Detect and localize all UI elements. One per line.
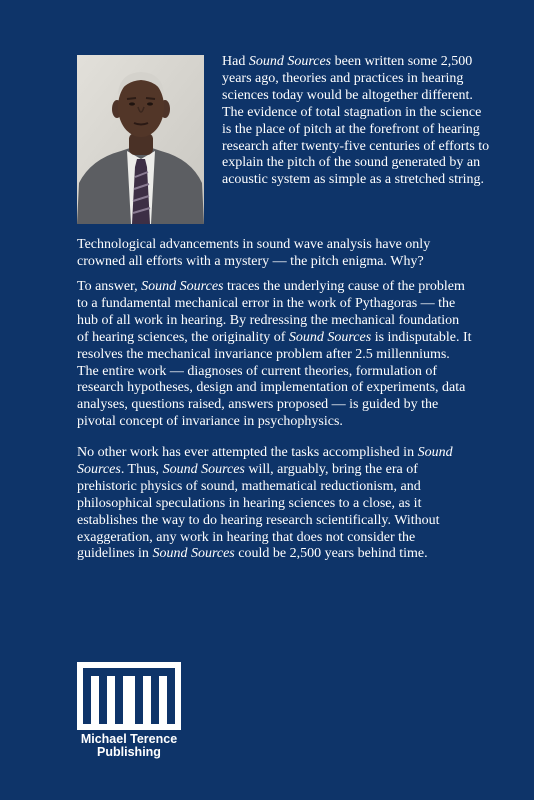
author-photo — [77, 55, 204, 224]
publisher-logo-mark-icon — [77, 662, 181, 730]
publisher-name — [77, 733, 181, 759]
book-title-italic: Sound Sources — [77, 445, 453, 477]
text-run: To answer, — [77, 279, 142, 294]
text-run: Had — [222, 54, 249, 69]
publisher-logo — [77, 662, 181, 759]
text-run: No other work has ever attempted the tasks accomplished in — [77, 445, 418, 460]
text-run: Technological advancements in sound wave analysis have only crowned all efforts with a mystery — the pitch enigma. Why? — [77, 237, 431, 269]
intro-paragraph — [222, 54, 490, 189]
publisher-name-line-1: Michael Terence — [80, 732, 178, 746]
text-run: could be 2,500 years behind time. — [234, 546, 428, 562]
book-title-italic: Sound Sources — [248, 54, 332, 69]
text-run: is indisputable. It resolves the mechanical invariance problem after 2.5 millenniums. The entire work — diagnoses of current theories, formulation of research hypotheses, design and implementation of experiments, data analyses, questions raised, answers proposed — is guided by the pivotal concept of invariance in psychophysics. — [77, 329, 472, 430]
author-portrait-image — [77, 55, 204, 224]
book-title-italic: Sound Sources — [162, 461, 245, 477]
book-title-italic: Sound Sources — [141, 279, 224, 294]
publisher-name-line-2: Publishing — [97, 745, 161, 759]
body-paragraph-3 — [77, 279, 472, 431]
text-run: traces the underlying cause of the problem to a fundamental mechanical error in the work of Pythagoras — the hub of all work in hearing. By redressing the mechanical foundation of hearing sciences, the originality of — [77, 279, 465, 345]
body-paragraph-2 — [77, 237, 472, 271]
text-run: will, arguably, bring the era of prehistoric physics of sound, mathematical reductionism, and philosophical speculations in hearing sciences to a close, as it establishes the way to do hearing research scientifically. Without exaggeration, any work in hearing that does not consider the guidelines in — [77, 461, 440, 562]
book-title-italic: Sound Sources — [288, 329, 372, 345]
text-run: . Thus, — [120, 461, 163, 477]
text-run: been written some 2,500 years ago, theories and practices in hearing sciences today would be altogether different. The evidence of total stagnation in the science is the place of pitch at the forefront of hearing research after twenty-five centuries of efforts to explain the pitch of the sound generated by an acoustic system as simple as a stretched string. — [222, 54, 490, 188]
book-title-italic: Sound Sources — [152, 546, 235, 562]
body-paragraph-4 — [77, 445, 472, 563]
